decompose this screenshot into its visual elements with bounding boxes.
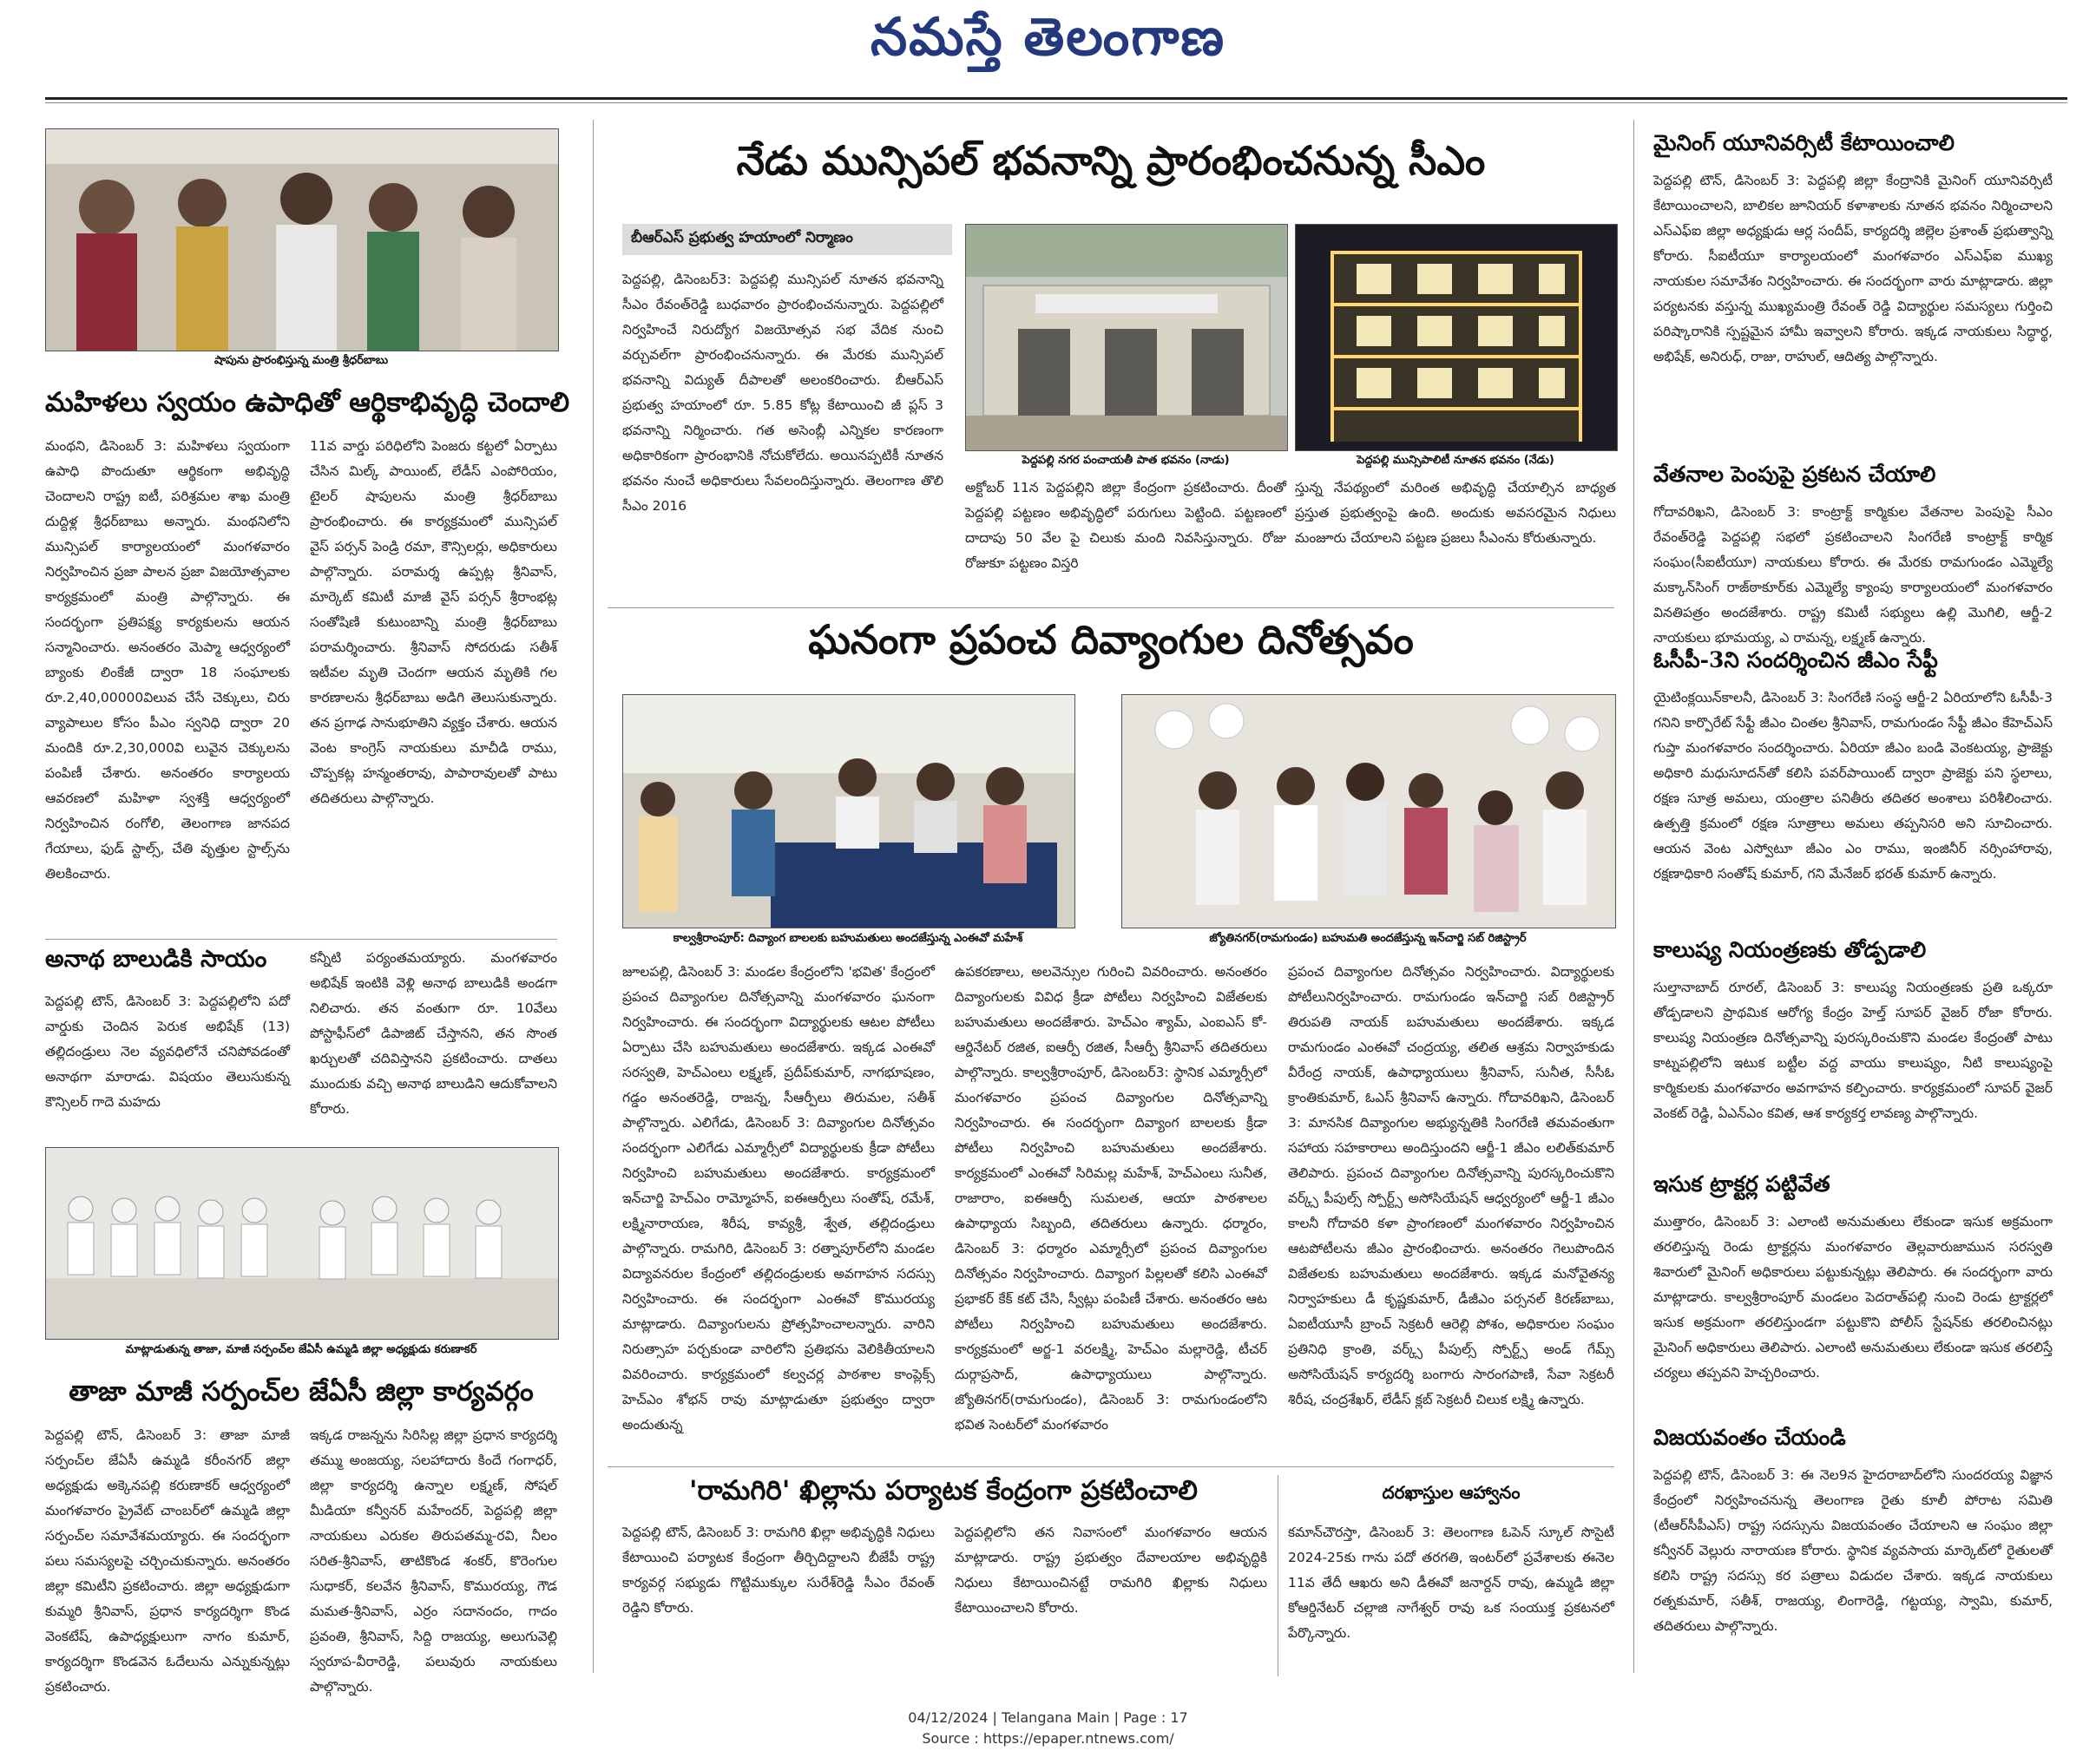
photo-caption: పెద్దపల్లి నగర పంచాయతీ పాత భవనం (నాడు) <box>1022 454 1230 467</box>
article-body: పెద్దపల్లిలోని తన నివాసంలో మంగళవారం ఆయన మాట్లాడారు. రాష్ట్ర ప్రభుత్వం దేవాలయాల అభివృద్ధికి నిధులు కేటాయించినట్టే రామగిరి ఖిల్లాకు నిధులు కేటాయించాలని కోరారు. <box>955 1525 1267 1616</box>
photo-sarpanch-meeting <box>45 1147 559 1340</box>
photo-illustration <box>966 225 1287 450</box>
story-divider <box>45 939 557 940</box>
photo-illustration <box>1296 225 1617 450</box>
article-body: కమాన్‌చౌరస్తా, డిసెంబర్ 3: తెలంగాణ ఓపెన్ స్కూల్ సొసైటీ 2024-25కు గాను పదో తరగతి, ఇంటర్‌లో ప్రవేశాలకు ఈనెల 11వ తేదీ ఆఖరు అని డీఈవో జనార్దన్ రావు, ఉమ్మడి జిల్లా కోఆర్డినేటర్ చల్లాజి నాగేశ్వర్ రావు ఒక సంయుక్త ప్రకటనలో పేర్కొన్నారు. <box>1288 1525 1614 1641</box>
headline-pollution-control: కాలుష్య నియంత్రణకు తోడ్పడాలి <box>1653 937 1927 962</box>
headline-make-it-success: విజయవంతం చేయండి <box>1653 1425 1846 1450</box>
photo-caption: మాట్లాడుతున్న తాజా, మాజీ సర్పంచ్‌ల జేఏసీ ఉమ్మడి జిల్లా అధ్యక్షుడు కరుణాకర్ <box>125 1343 477 1356</box>
article-body: పెద్దపల్లి టౌన్, డిసెంబర్ 3: ఈ నెల9న హైదరాబాద్‌లోని సుందరయ్య విజ్ఞాన కేంద్రంలో నిర్వహించనున్న తెలంగాణ రైతు కూలీ పోరాట సమితి (టీఆర్‌సీపీఎస్) రాష్ట్ర సదస్సును విజయవంతం చేయాలని ఆ సంఘం జిల్లా కన్వీనర్ వెల్లురు నారాయణ కోరారు. స్థానిక వ్యవసాయ మార్కెట్‌లో రైతులతో కలిసి రాష్ట్ర సదస్సు కర పత్రాలు విడుదల చేశారు. ఇక్కడ నాయకులు రత్నకుమార్, సతీశ్, రాజయ్య, లింగారెడ్డి, గట్టయ్య, స్వామి, కుమార్, తదితరులు పాల్గొన్నారు. <box>1653 1467 2053 1634</box>
headline-sarpanch-committee: తాజా మాజీ సర్పంచ్‌ల జేఏసీ జిల్లా కార్యవర్గం <box>69 1376 534 1407</box>
article-body: ప్రపంచ దివ్యాంగుల దినోత్సవం నిర్వహించారు. విద్యార్థులకు పోటీలునిర్వహించారు. రామగుండం ఇన్‌చార్జి సబ్ రిజిస్ట్రార్ తిరుపతి నాయక్ బహుమతులు అందజేశారు. ఇక్కడ రామగుండం ఎంఈవో చంద్రయ్య, తలిత ఆశ్రమ నిర్వాహకుడు వీరేంద్ర నాయక్, ఉపాధ్యాయులు శ్రీనివాస్, సునీత, సీసీఓ క్రాంతికుమార్, ఓఎస్ శ్రీనివాస్ ఉన్నారు. గోదావరిఖని, డిసెంబర్ 3: మానసిక దివ్యాంగుల అభ్యున్నతికి సింగరేణి తమవంతుగా సహాయ సహకారాలు అందిస్తుందని ఆర్జీ-1 జీఎం లలిత్‌కుమార్ తెలిపారు. ప్రపంచ దివ్యాంగుల దినోత్సవాన్ని పురస్కరించుకొని వర్క్స్ పీపుల్స్ స్పోర్ట్స్ అసోసియేషన్ ఆధ్వర్యంలో ఆర్జీ-1 జీఎం కాలనీ గోదావరి కళా ప్రాంగణంలో మంగళవారం నిర్వహించిన ఆటపోటీలను జీఎం ప్రారంభించారు. అనంతరం గెలుపొందిన విజేతలకు బహుమతులు అందజేశారు. ఇక్కడ మనోవైతన్య నిర్వాహకులు డీ కృష్ణకుమార్, డీజీఎం పర్సనల్ కిరణ్‌బాబు, ఏఐటీయూసీ బ్రాంచ్ సెక్రటరీ ఆరెల్లి పోశం, అధికారుల సంఘం ప్రతినిధి క్రాంతి, వర్క్స్ పీపుల్స్ స్పోర్ట్స్ అండ్ గేమ్స్ అసోసియేషన్ కార్యదర్శి బంగారు సారంగపాణి, సేవా సెక్రటరీ శిరీష, చంద్రశేఖర్, లేడీస్ క్లబ్ సెక్రటరీ చిలుక లక్ష్మి ఉన్నారు. <box>1288 964 1614 1407</box>
headline-applications-invited: దరఖాస్తుల ఆహ్వానం <box>1382 1482 1521 1503</box>
article-body: 11వ వార్డు పరిధిలోని పెంజరు కట్టలో ఏర్పాటు చేసిన మిల్క్ పాయింట్, లేడీస్ ఎంపోరియం, టైలర్ షాపులను మంత్రి శ్రీధర్‌బాబు ప్రారంభించారు. ఈ కార్యక్రమంలో మున్సిపల్ వైస్ పర్సన్ పెండ్రి రమా, కౌన్సిలర్లు, అధికారులు పాల్గొన్నారు. పరామర్శ ఉప్పట్ల శ్రీనివాస్, మార్కెట్ కమిటీ మాజీ వైస్ పర్సన్ శ్రీరాంభట్ల సంతోషిణి కుటుంబాన్ని మంత్రి శ్రీధర్‌బాబు పరామర్శించారు. శ్రీనివాస్ సోదరుడు సతీశ్ ఇటీవల మృతి చెందగా ఆయన మృతికి గల కారణాలను శ్రీధర్‌బాబు అడిగి తెలుసుకున్నారు. తన ప్రగాఢ సానుభూతిని వ్యక్తం చేశారు. ఆయన వెంట కాంగ్రెస్ నాయకులు మాచీడి రాము, చొప్పకట్ల హన్మంతరావు, పాపారావులతో పాటు తదితరులు పాల్గొన్నారు. <box>310 438 557 806</box>
article-body: గోదావరిఖని, డిసెంబర్ 3: కాంట్రాక్ట్ కార్మికుల వేతనాల పెంపుపై సీఎం రేవంత్‌రెడ్డి పెద్దపల్లి సభలో ప్రకటించాలని సింగరేణి కాంట్రాక్ట్ కార్మిక సంఘం(సీఐటీయూ) నాయకులు కోరారు. ఈ మేరకు రామగుండం ఎమ్మెల్యే మక్కాన్‌సింగ్ రాజ్‌ఠాకూర్‌కు ఎమ్మెల్యే క్యాంపు కార్యాలయంలో మంగళవారం వినతిపత్రం అందజేశారు. రాష్ట్ర కమిటీ సభ్యులు ఉల్లి మొగిలి, ఆర్జీ-2 నాయకులు భూమయ్య, ఎ రామన్న, లక్ష్మణ్ ఉన్నారు. <box>1653 504 2053 646</box>
photo-caption: కాల్వశ్రీరాంపూర్: దివ్యాంగ బాలలకు బహుమతులు అందజేస్తున్న ఎంఈవో మహేశ్ <box>673 932 1023 945</box>
photo-new-building <box>1295 224 1618 451</box>
column-divider-left <box>593 120 594 1673</box>
article-body: పెద్దపల్లి టౌన్, డిసెంబర్ 3: తాజా మాజీ సర్పంచ్‌ల జేఏసీ ఉమ్మడి కరీంనగర్ జిల్లా అధ్యక్షుడు అక్కెనపల్లి కరుణాకర్ ఆధ్వర్యంలో మంగళవారం ప్రైవేట్ చాంబర్‌లో ఉమ్మడి జిల్లా సర్పంచ్‌ల సమావేశమయ్యారు. ఈ సందర్భంగా పలు సమస్యలపై చర్చించుకున్నారు. అనంతరం జిల్లా కమిటీని ప్రకటించారు. జిల్లా అధ్యక్షుడుగా కుమ్మరి శ్రీనివాస్, ప్రధాన కార్యదర్శిగా కొండ వెంకటేష్, ఉపాధ్యక్షులుగా నాగం కుమార్, కార్యదర్శిగా కొండవెన ఓదేలును ఎన్నుకున్నట్లు ప్రకటించారు. <box>45 1427 290 1695</box>
masthead-rule <box>45 97 2067 100</box>
photo-old-building <box>965 224 1288 451</box>
headline-ramagiri-fort: 'రామగిరి' ఖిల్లాను పర్యాటక కేంద్రంగా ప్రకటించాలి <box>688 1475 1199 1506</box>
photo-caption: షాపును ప్రారంభిస్తున్న మంత్రి శ్రీధర్‌బాబు <box>214 354 389 367</box>
article-body: పెద్దపల్లి టౌన్, డిసెంబర్ 3: పెద్దపల్లిలోని పదో వార్డుకు చెందిన పెరుక అభిషేక్ (13) తల్లిదండ్రులు నెల వ్యవధిలోనే చనిపోవడంతో అనాథగా మారాడు. విషయం తెలుసుకున్న కౌన్సిలర్ గాదె మహదు <box>45 993 290 1110</box>
second-headline: ఘనంగా ప్రపంచ దివ్యాంగుల దినోత్సవం <box>808 616 1414 663</box>
photo-illustration <box>46 129 558 351</box>
newspaper-title: నమస్తే తెలంగాణ <box>870 7 1226 68</box>
article-body: స్తున్న నేపథ్యంలో మరింత అభివృద్ధి చేయాల్సిన బాధ్యత ప్రస్తుత ప్రభుత్వంపై ఉంది. అందుకు అవసరమైన నిధులు మంజూరు చేయాలని పట్టణ ప్రజలు సీఎంను కోరుతున్నారు. <box>1295 480 1616 546</box>
photo-disabled-day-1 <box>622 694 1075 928</box>
article-body: ఇక్కడ రాజన్నను సిరిసిల్ల జిల్లా ప్రధాన కార్యదర్శి తమ్ము అంజయ్య, సలహాదారు కిందే గంగాధర్, జిల్లా కార్యదర్శి ఉన్నాల లక్ష్మణ్, సోషల్ మీడియా కన్వీనర్ మహేందర్, పెద్దపల్లి జిల్లా నాయకులు ఎరుకల తిరుపతమ్మ-రవి, నీలం సరిత-శ్రీనివాస్, తాటికొండ శంకర్, కొరెంగుల సుధాకర్, కలవేన శ్రీనివాస్, కొమురయ్య, గౌడ మమత-శ్రీనివాస్, ఎర్రం సదానందం, గాదం ప్రవంతి, శ్రీనివాస్, సిద్ది రాజయ్య, అలుగువెల్లి స్వరూప-వీరారెడ్డి, పలువురు నాయకులు పాల్గొన్నారు. <box>310 1427 557 1695</box>
article-body: ముత్తారం, డిసెంబర్ 3: ఎలాంటి అనుమతులు లేకుండా ఇసుక అక్రమంగా తరలిస్తున్న రెండు ట్రాక్టర్లను మంగళవారం తెల్లవారుజామున సరస్వతి శివారులో మైనింగ్ అధికారులు పట్టుకున్నట్లు తెలిపారు. ఈ సందర్భంగా వారు మాట్లాడారు. కాల్వశ్రీరాంపూర్ మండలం పెదరాత్‌పల్లి నుంచి రెండు ట్రాక్టర్లలో ఇసుక అక్రమంగా తరలిస్తుండగా పట్టుకొని పోలీస్ స్టేషన్‌కు తరలించినట్లు మైనింగ్ అధికారులు తెలిపారు. ఎలాంటి అనుమతులు లేకుండా ఇసుక తరలిస్తే చర్యలు తప్పవని హెచ్చరించారు. <box>1653 1214 2053 1380</box>
photo-disabled-day-2 <box>1121 694 1616 928</box>
headline-sand-tractors-seized: ఇసుక ట్రాక్టర్ల పట్టివేత <box>1653 1171 1830 1197</box>
article-body: జూలపల్లి, డిసెంబర్ 3: మండల కేంద్రంలోని 'భవిత' కేంద్రంలో ప్రపంచ దివ్యాంగుల దినోత్సవాన్ని మంగళవారం ఘనంగా నిర్వహించారు. ఈ సందర్భంగా విద్యార్థులకు ఆటల పోటీలు ఏర్పాటు చేసి బహుమతులు అందజేశారు. ఇక్కడ ఎంఈవో సరస్వతి, హెచ్‌ఎంలు లక్ష్మణ్, ప్రదీప్‌కుమార్, నాగభూషణం, గడ్డం అనంతరెడ్డి, రాజన్న, సీఆర్పీలు తిరుమల, సతీశ్ పాల్గొన్నారు. ఎలిగేడు, డిసెంబర్ 3: దివ్యాంగుల దినోత్సవం సందర్భంగా ఎలిగేడు ఎమ్మార్సీలో విద్యార్థులకు క్రీడా పోటీలు నిర్వహించి బహుమతులు అందజేశారు. కార్యక్రమంలో ఇన్‌చార్జి హెచ్‌ఎం రామ్మోహన్, ఐఈఆర్పీలు సంతోష్, రమేశ్, లక్ష్మినారాయణ, శిరీష, కావ్యశ్రీ, శ్వేత, తల్లిదండ్రులు పాల్గొన్నారు. రామగిరి, డిసెంబర్ 3: రత్నాపూర్‌లోని మండల విద్యావనరుల కేంద్రంలో తల్లిదండ్రులకు అవగాహన సదస్సు నిర్వహించారు. ఈ సందర్భంగా ఎంఈవో కొమురయ్య మాట్లాడారు. దివ్యాంగులను ప్రోత్సహించాలన్నారు. వారిని నిరుత్సాహ పర్చకుండా వారిలోని ప్రతిభను వెలికితీయాలని వివరించారు. కార్యక్రమంలో కల్వచర్ల పాఠశాల కాంప్లెక్స్ హెచ్‌ఎం శోభన్ రావు మాట్లాడుతూ ప్రభుత్వం ద్వారా అందుతున్న <box>622 964 935 1433</box>
headline-gm-safety-visit: ఓసీపీ-3ని సందర్శించిన జీఎం సేఫ్టీ <box>1653 647 1938 672</box>
article-body: మంథని, డిసెంబర్ 3: మహిళలు స్వయంగా ఉపాధి పొందుతూ ఆర్థికంగా అభివృద్ధి చెందాలని రాష్ట్ర ఐటీ, పరిశ్రమల శాఖ మంత్రి దుద్దిళ్ల శ్రీధర్‌బాబు అన్నారు. మంథనిలోని మున్సిపల్ కార్యాలయంలో మంగళవారం నిర్వహించిన ప్రజా పాలన ప్రజా విజయోత్సవాల కార్యక్రమంలో మంత్రి పాల్గొన్నారు. ఈ సందర్భంగా ప్రతిపక్ష్య కార్యకులను ఆయన సన్మానించారు. అనంతరం మెప్మా ఆధ్వర్యంలో బ్యాంకు లింకేజీ ద్వారా 18 సంఘాలకు రూ.2,40,00000విలువ చేసే చెక్కులు, చిరు వ్యాపాలుల కోసం పీఎం స్వనిధి ద్వారా 20 మందికి రూ.2,30,000వి లువైన చెక్కులను పంపిణీ చేశారు. అనంతరం కార్యాలయ ఆవరణలో మహిళా స్వశక్తి ఆధ్వర్యంలో నిర్వహించిన రంగోలి, తెలంగాణ జానపద గేయాలు, ఫుడ్ స్టాల్స్, చేతి వృత్తుల స్టాల్స్‌ను తిలకించారు. <box>45 438 290 882</box>
column-divider-right <box>1633 120 1634 1673</box>
headline-women-self-employment: మహిళలు స్వయం ఉపాధితో ఆర్థికాభివృద్ధి చెందాలి <box>45 387 570 418</box>
headline-orphan-help: అనాథ బాలుడికి సాయం <box>45 946 267 973</box>
footer-date-page: 04/12/2024 | Telangana Main | Page : 17 <box>908 1709 1188 1726</box>
footer-source-link[interactable]: Source : https://epaper.ntnews.com/ <box>922 1730 1174 1747</box>
article-body: యైటింక్లయిన్‌కాలనీ, డిసెంబర్ 3: సింగరేణి సంస్థ ఆర్జీ-2 ఏరియాలోని ఓసీపీ-3 గనిని కార్పొరేట్ సేఫ్టీ జీఎం చింతల శ్రీనివాస్, రామగుండం సేఫ్టీ జీఎం కేహెచ్‌ఎస్ గుప్తా మంగళవారం సందర్శించారు. ఏరియా జీఎం బండి వెంకటయ్య, ప్రాజెక్టు అధికారి మధుసూదన్‌తో కలిసి పవర్‌పాయింట్ ద్వారా ప్రాజెక్టు పని స్థలాలు, రక్షణ సూత్ర అమలు, యంత్రాల పనితీరు తదితర అంశాలు పరిశీలించారు. ఉత్పత్తి క్రమంలో రక్షణ సూత్రాలు అమలు తప్పనిసరి అని సూచించారు. ఆయన వెంట ఎస్వోటూ జీఎం ఎం రాము, ఇంజినీర్ నర్సింహారావు, రక్షణాధికారి సంతోష్ కుమార్, గని మేనేజర్ భరత్ కుమార్ ఉన్నారు. <box>1653 690 2053 882</box>
photo-illustration <box>1122 695 1615 928</box>
photo-illustration <box>623 695 1074 928</box>
photo-caption: జ్యోతినగర్(రామగుండం) బహుమతి అందజేస్తున్న ఇన్‌చార్జి సబ్ రిజిస్ట్రార్ <box>1209 932 1527 945</box>
article-body: పెద్దపల్లి, డిసెంబర్3: పెద్దపల్లి మున్సిపల్ నూతన భవనాన్ని సీఎం రేవంత్‌రెడ్డి బుధవారం ప్రారంభించనున్నారు. పెద్దపల్లిలో నిర్వహించే నిరుద్యోగ విజయోత్సవ సభ వేదిక నుంచి వర్చువల్‌గా ప్రారంభించనున్నారు. ఈ మేరకు మున్సిపల్ భవనాన్ని విద్యుత్ దీపాలతో అలంకరించారు. బీఆర్‌ఎస్ ప్రభుత్వ హయాంలో రూ. 5.85 కోట్ల కేటాయించి జీ ప్లస్ 3 భవనాన్ని నిర్మించారు. గత అసెంబ్లీ ఎన్నికల కారణంగా అధికారికంగా ప్రారంభానికి నోచుకోలేదు. అయినప్పటికీ నూతన భవనం నుంచే అధికారులు సేవలందిస్తున్నారు. తెలంగాణ తొలి సీఎం 2016 <box>622 272 943 514</box>
story-divider <box>608 607 1614 608</box>
article-body: సుల్తానాబాద్ రూరల్, డిసెంబర్ 3: కాలుష్య నియంత్రణకు ప్రతి ఒక్కరూ తోడ్పడాలని ప్రాథమిక ఆరోగ్య కేంద్రం హెల్త్ సూపర్ వైజర్ రోజా కోరారు. కాలుష్య నియంత్రణ దినోత్సవాన్ని పురస్కరించుకొని మండల కేంద్రంతో పాటు కాట్నపల్లిలోని ఇటుక బట్టీల వద్ద వాయు కాలుష్యం, నీటి కాలుష్యంపై కార్మికులకు మంగళవారం అవగాహన కల్పించారు. కార్యక్రమంలో సూపర్ వైజర్ వెంకట్ రెడ్డి, ఏఎన్ఎం కవిత, ఆశ కార్యకర్త లావణ్య పాల్గొన్నారు. <box>1653 980 2053 1121</box>
masthead-rule-thin <box>45 102 2067 103</box>
article-body: ఉపకరణాలు, అలవెన్సుల గురించి వివరించారు. అనంతరం దివ్యాంగులకు వివిధ క్రీడా పోటీలు నిర్వహించి విజేతలకు బహుమతులు అందజేశారు. హెచ్‌ఎం శ్యామ్, ఎంఐఎస్ కో-ఆర్డినేటర్ రజిత, ఐఆర్పీ రజిత, సీఆర్పీ శ్రీనివాస్ తదితరులు పాల్గొన్నారు. కాల్వశ్రీరాంపూర్, డిసెంబర్3: స్థానిక ఎమ్మార్సీలో మంగళవారం ప్రపంచ దివ్యాంగుల దినోత్సవాన్ని నిర్వహించారు. ఈ సందర్భంగా దివ్యాంగ బాలలకు క్రీడా పోటీలు నిర్వహించి బహుమతులు అందజేశారు. కార్యక్రమంలో ఎంఈవో సిరిమల్ల మహేశ్, హెచ్‌ఎంలు సునీత, రాజారాం, ఐఈఆర్పీ సుమలత, ఆయా పాఠశాలల ఉపాధ్యాయ సిబ్బంది, తదితరులు ఉన్నారు. ధర్మారం, డిసెంబర్ 3: ధర్మారం ఎమ్మార్సీలో ప్రపంచ దివ్యాంగుల దినోత్సవం నిర్వహించారు. దివ్యాంగ పిల్లలతో కలిసి ఎంఈవో ప్రభాకర్ కేక్ కట్ చేసి, స్వీట్లు పంపిణీ చేశారు. అనంతరం ఆట పోటీలు నిర్వహించి బహుమతులు అందజేశారు. కార్యక్రమంలో అర్జ-1 వరలక్ష్మి, హెచ్‌ఎం మల్లారెడ్డి, టీచర్ దుర్గాప్రసాద్, ఉపాధ్యాయులు పాల్గొన్నారు. జ్యోతినగర్(రామగుండం), డిసెంబర్ 3: రామగుండంలోని భవిత సెంటర్‌లో మంగళవారం <box>955 964 1267 1433</box>
photo-caption: పెద్దపల్లి మున్సిపాలిటీ నూతన భవనం (నేడు) <box>1357 454 1554 467</box>
masthead <box>0 0 2096 95</box>
article-body: పెద్దపల్లి టౌన్, డిసెంబర్ 3: రామగిరి ఖిల్లా అభివృద్ధికి నిధులు కేటాయించి పర్యాటక కేంద్రంగా తీర్చిదిద్దాలని బీజేపీ రాష్ట్ర కార్యవర్గ సభ్యుడు గొట్టిముక్కుల సురేశ్‌రెడ్డి సీఎం రేవంత్ రెడ్డిని కోరారు. <box>622 1525 935 1616</box>
photo-shop-opening <box>45 128 559 351</box>
article-body: అక్టోబర్ 11న పెద్దపల్లిని జిల్లా కేంద్రంగా ప్రకటించారు. దీంతో పెద్దపల్లి పట్టణం అభివృద్ధిలో పరుగులు పెట్టింది. పట్టణంలో దాదాపు 50 వేల పై చిలుకు మంది నివసిస్తున్నారు. రోజు రోజుకూ పట్టణం విస్తరి <box>965 480 1286 571</box>
article-body: పెద్దపల్లి టౌన్, డిసెంబర్ 3: పెద్దపల్లి జిల్లా కేంద్రానికి మైనింగ్ యూనివర్సిటీ కేటాయించాలని, బాలికల జూనియర్ కళాశాలకు నూతన భవనం నిర్మించాలని ఎస్ఎఫ్ఐ జిల్లా అధ్యక్షుడు ఆర్ల సందీప్, కార్యదర్శి జిల్లెల ప్రశాంత్ ప్రభుత్వాన్ని కోరారు. సీఐటీయూ కార్యాలయంలో మంగళవారం ఎస్ఎఫ్ఐ ముఖ్య నాయకుల సమావేశం నిర్వహించారు. ఈ సందర్భంగా వారు మాట్లాడారు. జిల్లా పర్యటనకు వస్తున్న ముఖ్యమంత్రి రేవంత్ రెడ్డి విద్యార్థుల సమస్యలు గుర్తించి పరిష్కారానికి స్పష్టమైన హామీ ఇవ్వాలని కోరారు. ఇక్కడ నాయకులు సిద్ధార్థ, అభిషేక్, అనిరుధ్, రాజు, రాహుల్, ఆదిత్య పాల్గొన్నారు. <box>1653 173 2053 364</box>
article-body: కన్నీటి పర్యంతమయ్యారు. మంగళవారం అభిషేక్ ఇంటికి వెళ్లి అనాథ బాలుడికి అండగా నిలిచారు. తన వంతుగా రూ. 10వేలు పోస్టాఫీస్‌లో డిపాజిట్ చేస్తానని, తన సొంత ఖర్చులతో చదివిస్తానని ప్రకటించారు. దాతలు ముందుకు వచ్చి అనాథ బాలుడిని ఆదుకోవాలని కోరారు. <box>310 950 557 1117</box>
headline-wage-hike: వేతనాల పెంపుపై ప్రకటన చేయాలి <box>1653 462 1936 487</box>
story-divider <box>608 1466 1614 1467</box>
lead-headline: నేడు మున్సిపల్ భవనాన్ని ప్రారంభించనున్న సీఎం <box>736 137 1486 184</box>
headline-mining-university: మైనింగ్ యూనివర్సిటీ కేటాయించాలి <box>1653 130 1955 155</box>
photo-illustration <box>46 1148 558 1339</box>
lead-kicker: బీఆర్‌ఎస్ ప్రభుత్వ హయాంలో నిర్మాణం <box>622 224 952 255</box>
